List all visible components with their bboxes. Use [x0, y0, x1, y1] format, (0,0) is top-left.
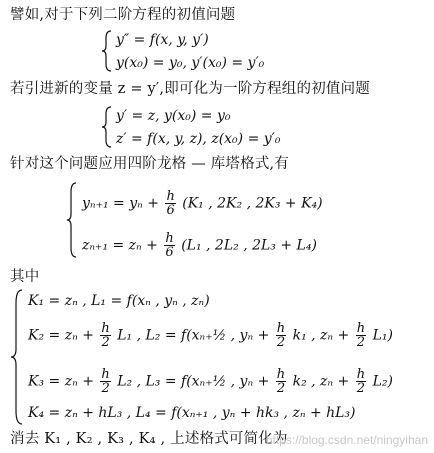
k3-frac2-den: 2 [276, 381, 286, 396]
k2-part-d: k₁ , zₙ + [292, 327, 350, 344]
k3-part-d: k₂ , zₙ + [292, 373, 350, 390]
left-brace-2 [101, 106, 113, 148]
k2-part-a: K₂ = zₙ + [28, 327, 94, 344]
left-brace-4 [10, 289, 24, 425]
rk-z-left: zₙ₊₁ = zₙ + [82, 237, 158, 254]
rk-y-equation [82, 190, 323, 217]
k2-frac3-num: h [356, 321, 366, 336]
k2-frac2-den: 2 [276, 335, 286, 350]
k3-frac1-num: h [101, 367, 110, 382]
closing-text: 消去 K₁ , K₂ , K₃ , K₄ , 上述格式可简化为 [10, 431, 288, 447]
k3-part-e: L₂) [372, 373, 393, 390]
rk-y-fraction [165, 190, 175, 217]
k3-equation [28, 368, 393, 395]
k2-part-b: L₁ , L₂ = f [117, 327, 187, 344]
k3-part-a: K₃ = zₙ + [28, 373, 94, 390]
left-brace-1 [101, 30, 113, 72]
k3-frac3-den: 2 [356, 381, 366, 396]
eq2-line1: y′ = z, y(x₀) = y₀ [116, 108, 231, 124]
k3-part-c: (xₙ₊½ , yₙ + [186, 373, 270, 390]
k3-fraction-3 [356, 368, 366, 395]
k2-fraction-1 [100, 322, 110, 349]
rk-z-frac-num: h [165, 231, 174, 246]
k3-frac3-num: h [356, 367, 366, 382]
rk-y-left: yₙ₊₁ = yₙ + [82, 195, 159, 212]
eq2-line2: z′ = f(x, y, z), z(x₀) = y′₀ [116, 131, 281, 147]
rk-y-right: (K₁ , 2K₂ , 2K₃ + K₄) [182, 195, 323, 212]
k3-frac2-num: h [276, 367, 286, 382]
transition1-text: 若引进新的变量 z = y′,即可化为一阶方程组的初值问题 [10, 81, 371, 97]
left-brace-3 [66, 182, 78, 258]
k2-fraction-2 [276, 322, 286, 349]
k2-frac1-num: h [101, 321, 110, 336]
k2-part-e: L₁) [372, 327, 393, 344]
k3-frac1-den: 2 [101, 381, 110, 396]
k3-part-b: L₂ , L₃ = f [117, 373, 187, 390]
rk-y-frac-den: 6 [166, 203, 175, 218]
rk-z-right: (L₁ , 2L₂ , 2L₃ + L₄) [181, 237, 317, 254]
rk-y-frac-num: h [166, 189, 175, 204]
k2-frac1-den: 2 [101, 335, 110, 350]
eq1-line1: y″ = f(x, y, y′) [116, 32, 209, 48]
rk-z-fraction [164, 232, 174, 259]
k2-equation [28, 322, 393, 349]
eq1-line2: y(x₀) = y₀, y′(x₀) = y′₀ [116, 55, 265, 71]
k3-fraction-1 [100, 368, 110, 395]
k2-fraction-3 [356, 322, 366, 349]
transition2-text: 针对这个问题应用四阶龙格 — 库塔格式,有 [10, 156, 290, 172]
k4-equation: K₄ = zₙ + hL₃ , L₄ = f(xₙ₊₁ , yₙ + hk₃ , zₙ + hL₃) [28, 405, 356, 421]
watermark-text: https://blog.csdn.net/ningyihan [265, 433, 428, 447]
k1-equation: K₁ = zₙ , L₁ = f(xₙ , yₙ , zₙ) [28, 293, 210, 309]
intro-text: 譬如,对于下列二阶方程的初值问题 [10, 7, 236, 23]
k2-frac2-num: h [276, 321, 286, 336]
rk-z-equation [82, 232, 317, 259]
k2-part-c: (xₙ₊½ , yₙ + [186, 327, 270, 344]
rk-z-frac-den: 6 [165, 245, 174, 260]
where-text: 其中 [10, 269, 40, 285]
k2-frac3-den: 2 [356, 335, 366, 350]
k3-fraction-2 [276, 368, 286, 395]
